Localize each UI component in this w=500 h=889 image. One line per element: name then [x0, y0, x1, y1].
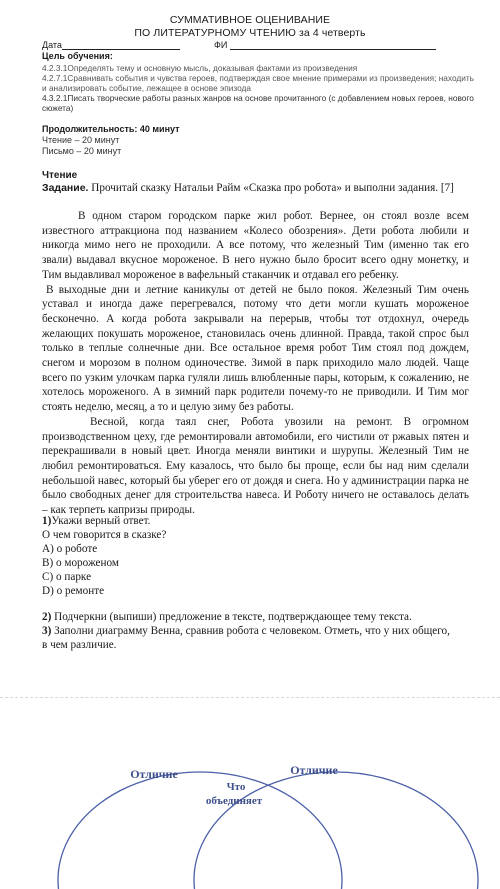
question-1-number: 1)	[42, 515, 52, 527]
name-blank[interactable]	[230, 40, 436, 50]
venn-diagram	[0, 740, 500, 889]
question-1-instruction: Укажи верный ответ.	[51, 515, 151, 527]
name-field[interactable]	[214, 40, 436, 50]
duration-reading: Чтение – 20 минут	[42, 135, 120, 145]
question-2	[42, 610, 482, 624]
question-1	[42, 514, 166, 598]
objective-item: 4.2.3.1Определять тему и основную мысль, доказывая фактами из произведения	[42, 63, 358, 73]
page-divider	[0, 697, 500, 698]
title-line-1: СУММАТИВНОЕ ОЦЕНИВАНИЕ	[169, 14, 331, 26]
story-paragraph: В одном старом городском парке жил робот. Вернее, он стоял возле всем известного аттракциона под названием «Колесо обозрения». Дети робота любили и никогда мимо него не проходили. А все потому, что железный Тим (именно так его звали) выдавал вкусное мороженое. В него нужно было бросит всего одну монетку, и Тим выдавливал мороженое в вафельный стаканчик и отдавал его ребенку.	[42, 210, 469, 281]
reading-heading: Чтение	[42, 170, 78, 181]
objective-item: 4.2.7.1Сравнивать события и чувства героев, подтверждая свое мнение примерами из произведения; находить и анализировать событие, лежащее в основе эпизода	[42, 73, 475, 93]
objectives-list	[42, 63, 474, 113]
question-2-text: Подчеркни (выпиши) предложение в тексте, подтверждающее тему текста.	[51, 611, 412, 623]
answer-option-a[interactable]: А) о роботе	[42, 543, 98, 555]
answer-option-d[interactable]: D) о ремонте	[42, 585, 105, 597]
date-field[interactable]	[42, 40, 180, 50]
question-3-text: Заполни диаграмму Венна, сравнив робота с человеком. Отметь, что у них общего, в чем различие.	[42, 625, 450, 651]
duration-heading: Продолжительность: 40 минут	[42, 124, 180, 134]
question-3-number: 3)	[42, 625, 52, 637]
question-2-number: 2)	[42, 611, 52, 623]
question-3	[42, 624, 452, 652]
name-label: ФИ	[214, 40, 228, 50]
answer-option-c[interactable]: С) о парке	[42, 571, 92, 583]
objective-item: 4.3.2.1Писать творческие работы разных жанров на основе прочитанного (с добавлением новых героев, нового сюжета)	[42, 93, 474, 113]
objectives-heading: Цель обучения:	[42, 51, 113, 61]
venn-right-label: Отличие	[290, 763, 338, 777]
date-label: Дата	[42, 40, 62, 50]
task-label: Задание.	[42, 182, 89, 194]
venn-center-label-line1: Что	[226, 781, 246, 793]
task-text: Прочитай сказку Натальи Райм «Сказка про робота» и выполни задания. [7]	[88, 182, 454, 194]
duration-writing: Письмо – 20 минут	[42, 146, 122, 156]
story-paragraph: В выходные дни и летние каникулы от детей не было покоя. Железный Тим очень уставал и иногда даже перегревался, потому что дети могли кушать мороженое бесконечно. А когда робота закрывали на перерыв, чтобы тот отдохнул, очередь желающих покушать мороженое, становилась очень длинной. Правда, такой спрос был только в теплые солнечные дни. Все остальное время робот Тим стоял под дождем, снегом и морозом в полном одиночестве. Зимой в парк приходило мало людей. Чаще всего по узким улочкам парка гуляли лишь влюбленные пары, которым, к сожалению, не хотелось мороженого. А в зимний парк родители почему-то не приводили. И Тим мог стоять неделю, месяц, а то и целую зиму без работы.	[42, 283, 469, 414]
question-1-text: О чем говорится в сказке?	[42, 529, 167, 541]
venn-left-circle[interactable]	[58, 772, 342, 889]
story-paragraph: Весной, когда таял снег, Робота увозили на ремонт. В огромном производственном цеху, где ремонтировали автомобили, его чистили от ржавых пятен и перекрашивали в новый цвет. Иногда меняли винтики и шурупы. Железный Тим не любил ремонтироваться. Ему казалось, что было бы проще, если бы над ним сделали небольшой навес, который бы уберег его от дождя и снега. Но у администрации парка не было свободных денег для строительства навеса. И Роботу ничего не оставалось делать – как терпеть капризы природы.	[42, 415, 469, 517]
task-line	[42, 182, 482, 194]
date-blank[interactable]	[62, 40, 180, 50]
venn-center-label-line2: объединяет	[205, 795, 263, 807]
title-line-2: ПО ЛИТЕРАТУРНОМУ ЧТЕНИЮ за 4 четверть	[134, 27, 366, 39]
venn-left-label: Отличие	[130, 767, 178, 781]
answer-option-b[interactable]: В) о мороженом	[42, 557, 119, 569]
story-text	[42, 209, 469, 518]
